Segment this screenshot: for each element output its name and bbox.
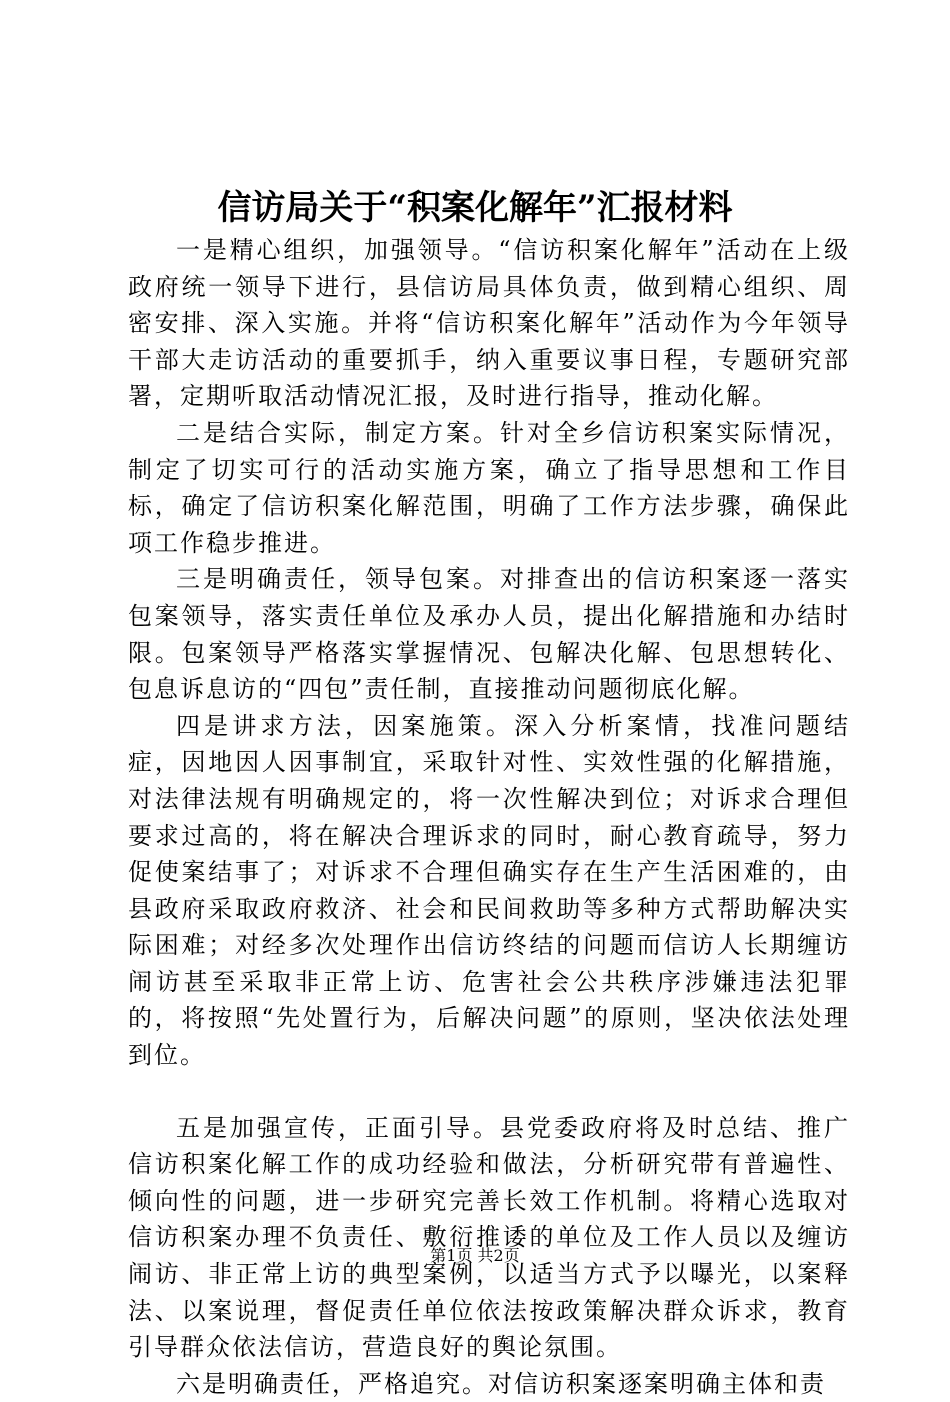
paragraph-2: 二是结合实际，制定方案。针对全乡信访积案实际情况，制定了切实可行的活动实施方案，确立了指导思想和工作目标，确定了信访积案化解范围，明确了工作方法步骤，确保此项工作稳步推进。 — [128, 418, 850, 557]
page-number-footer: 第1页 共2页 — [430, 1246, 520, 1265]
paragraph-3: 三是明确责任，领导包案。对排查出的信访积案逐一落实包案领导，落实责任单位及承办人员，提出化解措施和办结时限。包案领导严格落实掌握情况、包解决化解、包思想转化、包息诉息访的“四包”责任制，直接推动问题彻底化解。 — [128, 565, 850, 704]
paragraph-6: 六是明确责任，严格追究。对信访积案逐案明确主体和责 — [176, 1369, 826, 1398]
paragraph-4: 四是讲求方法，因案施策。深入分析案情，找准问题结症，因地因人因事制宜，采取针对性、实效性强的化解措施，对法律法规有明确规定的，将一次性解决到位；对诉求合理但要求过高的，将在解决合理诉求的同时，耐心教育疏导，努力促使案结事了；对诉求不合理但确实存在生产生活困难的，由县政府采取政府救济、社会和民间救助等多种方式帮助解决实际困难；对经多次处理作出信访终结的问题而信访人长期缠访闹访甚至采取非正常上访、危害社会公共秩序涉嫌违法犯罪的，将按照“先处置行为，后解决问题”的原则，坚决依法处理到位。 — [128, 711, 850, 1070]
document-body — [128, 232, 850, 1402]
paragraph-1: 一是精心组织，加强领导。“信访积案化解年”活动在上级政府统一领导下进行，县信访局具体负责，做到精心组织、周密安排、深入实施。并将“信访积案化解年”活动作为今年领导干部大走访活动的重要抓手，纳入重要议事日程，专题研究部署，定期听取活动情况汇报，及时进行指导，推动化解。 — [128, 236, 850, 411]
paragraph-5: 五是加强宣传，正面引导。县党委政府将及时总结、推广信访积案化解工作的成功经验和做法，分析研究带有普遍性、倾向性的问题，进一步研究完善长效工作机制。将精心选取对信访积案办理不负责任、敷衍推诿的单位及工作人员以及缠访闹访、非正常上访的典型案例，以适当方式予以曝光，以案释法、以案说理，督促责任单位依法按政策解决群众诉求，教育引导群众依法信访，营造良好的舆论氛围。 — [128, 1113, 850, 1362]
document-title: 信访局关于“积案化解年”汇报材料 — [217, 188, 733, 228]
